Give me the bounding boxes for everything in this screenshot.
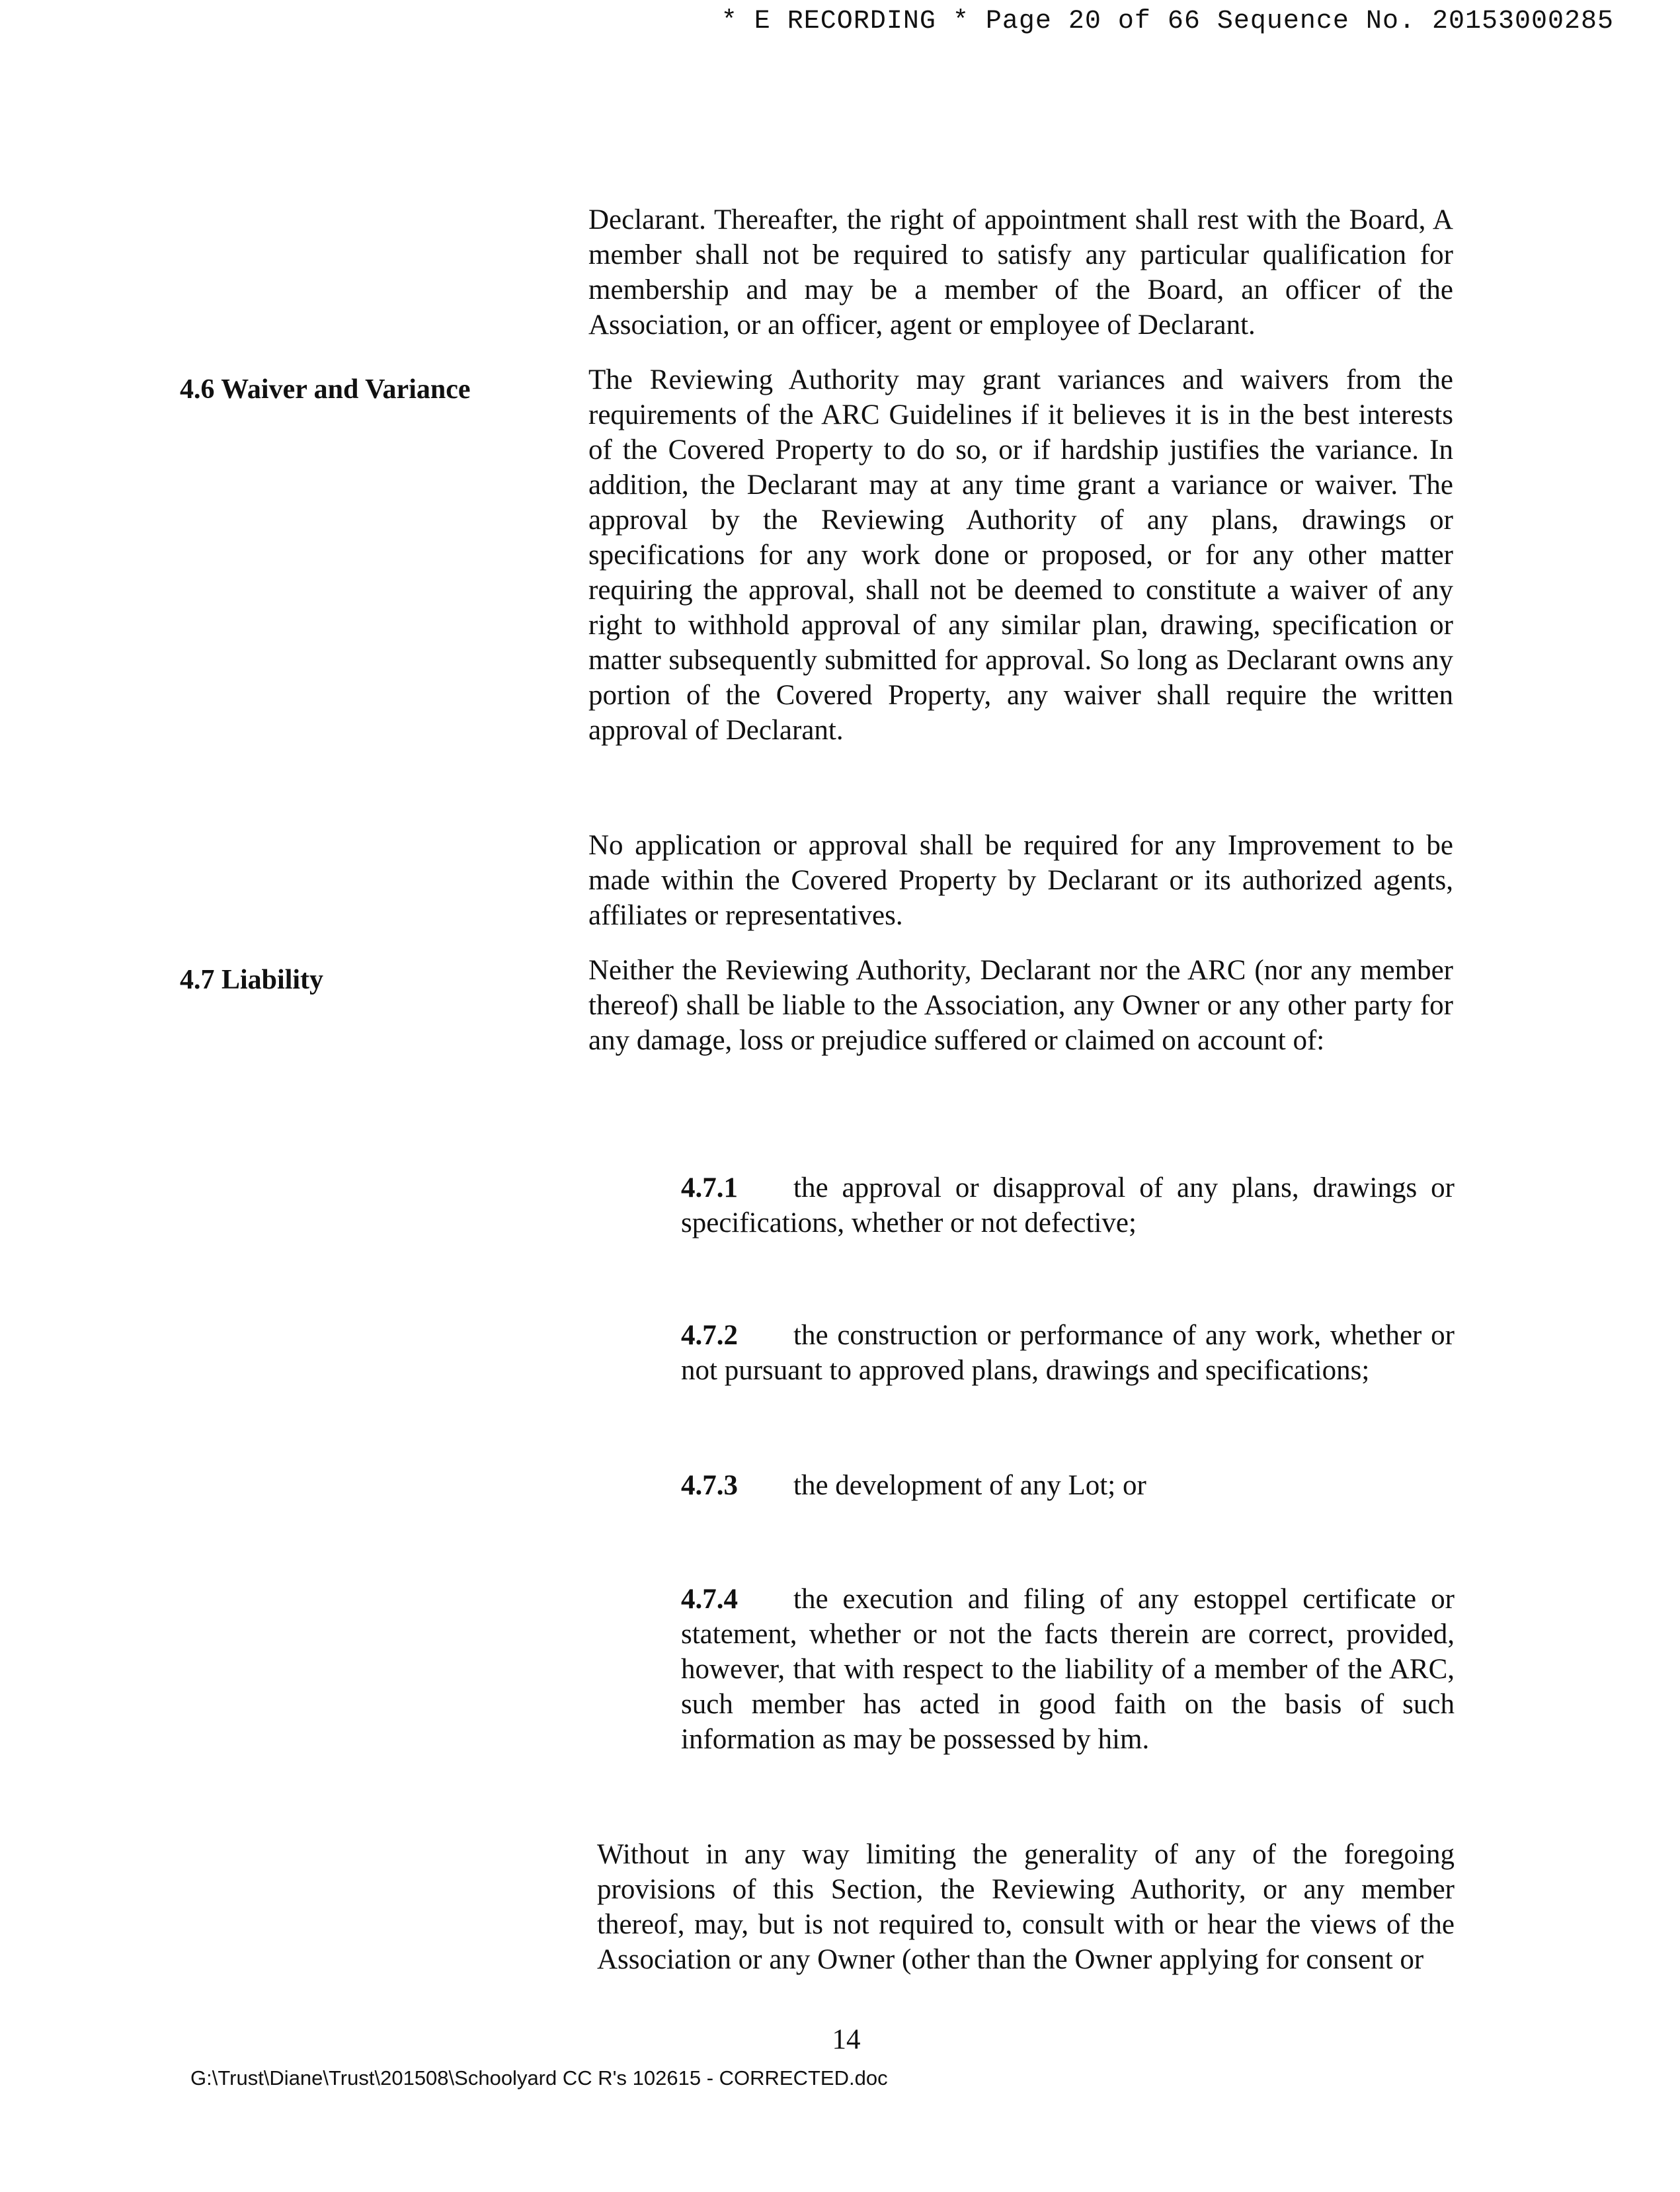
section-4-6-paragraph-2: No application or approval shall be required for any Improvement to be made within the Covered Property by Declarant or its authorized agents, affiliates or representatives. bbox=[588, 830, 1453, 931]
section-4-7-intro: Neither the Reviewing Authority, Declarant nor the ARC (nor any member thereof) shall be liable to the Association, any Owner or any other party for any damage, loss or prejudice suffered or claimed on account of: bbox=[588, 955, 1453, 1056]
list-item-4-7-2 bbox=[681, 1318, 1455, 1388]
list-item-text: the approval or disapproval of any plans, drawings or specifications, whether or not defective; bbox=[681, 1172, 1455, 1238]
section-4-6-paragraph-1: The Reviewing Authority may grant variances and waivers from the requirements of the ARC Guidelines if it believes it is in the best interests of the Covered Property to do so, or if hardship justifies the variance. In addition, the Declarant may at any time grant a variance or waiver. The approval by the Reviewing Authority of any plans, drawings or specifications for any work done or proposed, or for any other matter requiring the approval, shall not be deemed to constitute a waiver of any right to withhold approval of any similar plan, drawing, specification or matter subsequently submitted for approval. So long as Declarant owns any portion of the Covered Property, any waiver shall require the written approval of Declarant. bbox=[588, 364, 1453, 746]
list-item-4-7-1 bbox=[681, 1170, 1455, 1240]
page-number: 14 bbox=[832, 2024, 861, 2055]
list-item-number: 4.7.3 bbox=[681, 1470, 738, 1501]
list-item-number: 4.7.1 bbox=[681, 1172, 738, 1203]
section-4-7-closing-paragraph: Without in any way limiting the generality of any of the foregoing provisions of this Section, the Reviewing Authority, or any member thereof, may, but is not required to, consult with or hear the views of the Association or any Owner (other than the Owner applying for consent or bbox=[597, 1839, 1455, 1975]
list-item-number: 4.7.2 bbox=[681, 1320, 738, 1351]
list-item-4-7-3 bbox=[681, 1468, 1455, 1503]
recording-stamp: * E RECORDING * Page 20 of 66 Sequence No. 20153000285 bbox=[721, 7, 1614, 36]
list-item-4-7-4 bbox=[681, 1582, 1455, 1757]
list-item-number: 4.7.4 bbox=[681, 1584, 738, 1615]
list-item-text: the execution and filing of any estoppel certificate or statement, whether or not the facts therein are correct, provided, however, that with respect to the liability of a member of the ARC, such member has acted in good faith on the basis of such information as may be possessed by him. bbox=[681, 1584, 1455, 1755]
section-4-7-heading: 4.7 Liability bbox=[180, 965, 324, 995]
document-file-path: G:\Trust\Diane\Trust\201508\Schoolyard CC R's 102615 - CORRECTED.doc bbox=[190, 2066, 888, 2090]
continuation-paragraph: Declarant. Thereafter, the right of appointment shall rest with the Board, A member shall not be required to satisfy any particular qualification for membership and may be a member of the Board, an officer of the Association, or an officer, agent or employee of Declarant. bbox=[588, 204, 1453, 341]
list-item-text: the construction or performance of any work, whether or not pursuant to approved plans, drawings and specifications; bbox=[681, 1320, 1455, 1386]
list-item-text: the development of any Lot; or bbox=[793, 1470, 1146, 1501]
section-4-6-heading: 4.6 Waiver and Variance bbox=[180, 374, 471, 405]
